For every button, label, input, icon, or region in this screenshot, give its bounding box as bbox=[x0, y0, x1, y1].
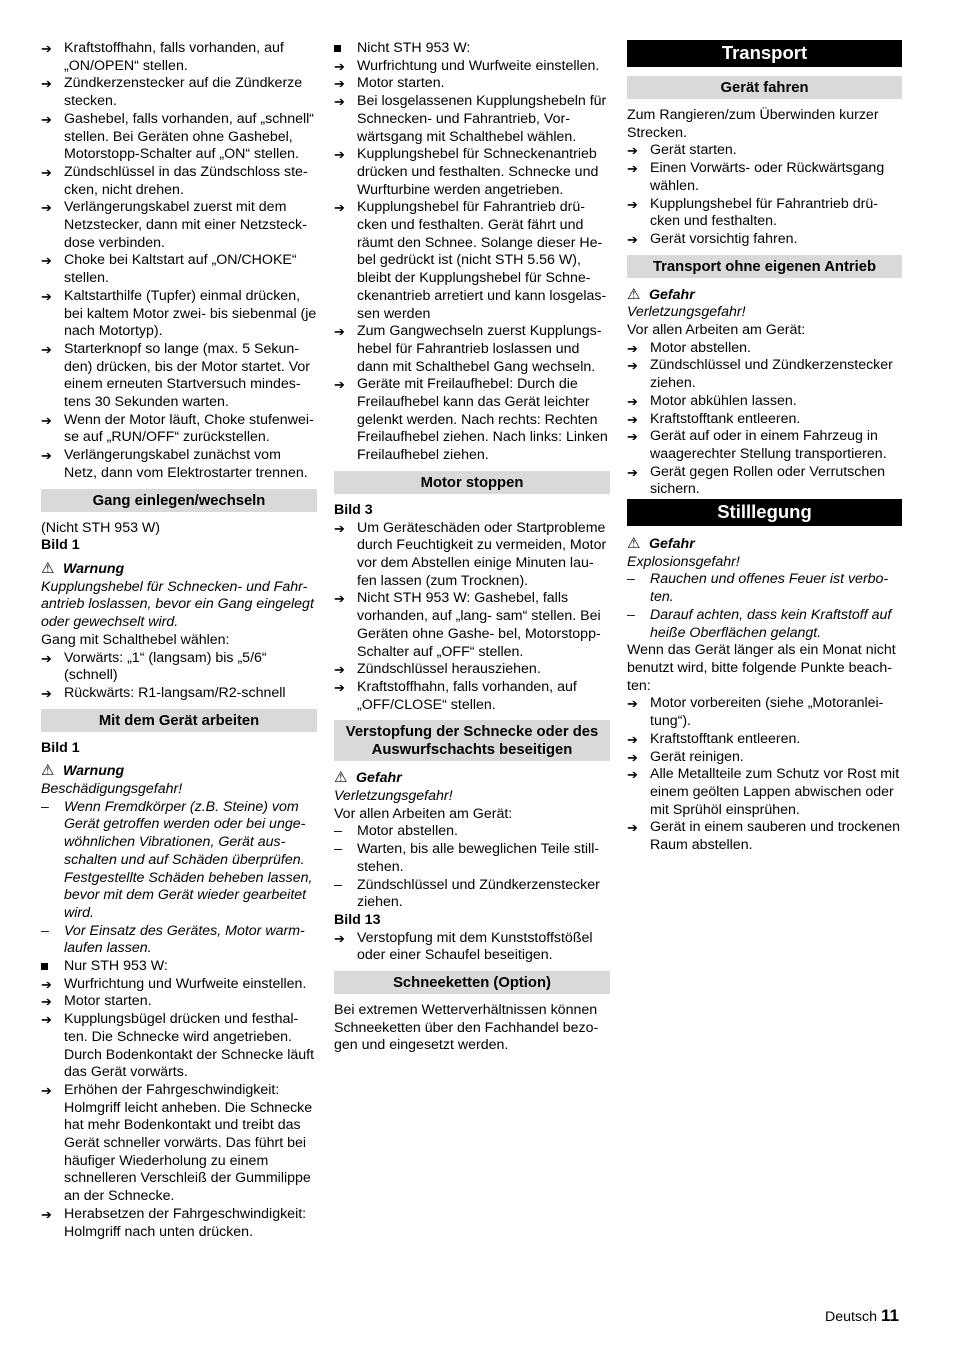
arrow-list-item bbox=[41, 1082, 317, 1206]
arrow-right-icon: ➔ bbox=[627, 820, 638, 836]
arrow-list-item bbox=[41, 288, 317, 341]
arrow-right-icon: ➔ bbox=[41, 650, 52, 666]
warning-label bbox=[41, 762, 317, 781]
text: Geräte mit Freilaufhebel: Durch die Freilaufhebel kann das Gerät leichter gelenkt werden. Nach rechts: Rechten Freilaufhebel ziehen. Nach links: Linken Freilaufhebel ziehen. bbox=[357, 376, 608, 464]
text: Motor abstellen. bbox=[357, 823, 458, 840]
arrow-list-item bbox=[41, 75, 317, 110]
arrow-list-item bbox=[627, 160, 902, 195]
text: Zündschlüssel und Zündkerzenstecker ziehen. bbox=[650, 357, 893, 392]
dash-bullet-icon: – bbox=[41, 798, 49, 815]
arrow-right-icon: ➔ bbox=[41, 994, 52, 1010]
text: Gerät in einem sauberen und trockenen Raum abstellen. bbox=[650, 819, 901, 854]
arrow-right-icon: ➔ bbox=[334, 200, 345, 216]
text: Rückwärts: R1-langsam/R2-schnell bbox=[64, 684, 286, 701]
arrow-right-icon: ➔ bbox=[41, 448, 52, 464]
dash-bullet-icon: – bbox=[41, 922, 49, 939]
subsection-heading bbox=[41, 489, 317, 512]
arrow-list-item bbox=[627, 464, 902, 499]
text: Kupplungshebel für Schneckenantrieb drücken und festhalten. Schnecke und Wurfturbine werden angetrieben. bbox=[357, 146, 599, 198]
arrow-list-item bbox=[41, 650, 317, 685]
text: Gefahr bbox=[356, 770, 402, 787]
arrow-list-item bbox=[334, 199, 610, 323]
text: Warten, bis alle beweglichen Teile still- stehen. bbox=[357, 841, 600, 875]
warning-label bbox=[41, 560, 317, 579]
arrow-list-item bbox=[41, 1011, 317, 1082]
text: Gerät vorsichtig fahren. bbox=[650, 230, 798, 247]
text: Motor stoppen bbox=[420, 474, 524, 491]
arrow-list-item bbox=[41, 252, 317, 287]
arrow-right-icon: ➔ bbox=[334, 930, 345, 946]
text: Vor allen Arbeiten am Gerät: bbox=[627, 322, 806, 339]
arrow-right-icon: ➔ bbox=[41, 253, 52, 269]
arrow-list-item bbox=[41, 976, 317, 994]
text: Transport ohne eigenen Antrieb bbox=[652, 258, 877, 275]
text: Motor starten. bbox=[357, 75, 445, 92]
text: Gerät fahren bbox=[720, 80, 809, 96]
column-left bbox=[41, 40, 317, 1241]
arrow-right-icon: ➔ bbox=[627, 161, 638, 177]
text: Nicht STH 953 W: Gashebel, falls vorhanden, auf „lang- sam“ stellen. Bei Geräten ohne Gashe- bel, Motorstopp-Schalter auf „OFF“ stellen. bbox=[357, 590, 601, 660]
arrow-right-icon: ➔ bbox=[334, 662, 345, 678]
dash-list-item bbox=[41, 923, 317, 958]
text: Erhöhen der Fahrgeschwindigkeit: Holmgriff leicht anheben. Die Schnecke hat mehr Bodenkontakt und treibt das Gerät schneller vorwärts. Das führt bei häufiger Wiederholung zu einem schnelleren Verschleiß der Gummilippe an der Schnecke. bbox=[64, 1081, 313, 1205]
text: Verletzungsgefahr! bbox=[334, 788, 453, 805]
text: Verstopfung mit dem Kunststoffstößel oder einer Schaufel beseitigen. bbox=[357, 929, 593, 964]
text: Herabsetzen der Fahrgeschwindigkeit: Holmgriff nach unten drücken. bbox=[64, 1205, 307, 1240]
square-list-item bbox=[41, 958, 317, 976]
text: Kraftstoffhahn, falls vorhanden, auf „OFF/CLOSE“ stellen. bbox=[357, 678, 577, 713]
arrow-list-item bbox=[41, 685, 317, 703]
arrow-list-item bbox=[627, 340, 902, 358]
warning-triangle-icon: ⚠ bbox=[41, 762, 55, 780]
arrow-list-item bbox=[334, 146, 610, 199]
arrow-list-item bbox=[41, 111, 317, 164]
arrow-list-item bbox=[627, 695, 902, 730]
text: Stilllegung bbox=[717, 501, 812, 523]
arrow-right-icon: ➔ bbox=[627, 464, 638, 480]
arrow-list-item bbox=[334, 679, 610, 714]
column-middle bbox=[334, 40, 610, 1055]
subsection-heading bbox=[334, 971, 610, 994]
arrow-right-icon: ➔ bbox=[334, 591, 345, 607]
arrow-list-item bbox=[41, 993, 317, 1011]
text: Rauchen und offenes Feuer ist verbo- ten. bbox=[650, 571, 889, 606]
arrow-list-item bbox=[334, 58, 610, 76]
paragraph bbox=[41, 520, 317, 538]
arrow-right-icon: ➔ bbox=[41, 111, 52, 127]
arrow-right-icon: ➔ bbox=[627, 143, 638, 159]
text: Kraftstofftank entleeren. bbox=[650, 410, 801, 427]
text: Starterknopf so lange (max. 5 Sekun- den) drücken, bis der Motor startet. Vor einem erneuten Startversuch mindes- tens 30 Sekunden warten. bbox=[64, 340, 311, 411]
text: Kraftstoffhahn, falls vorhanden, auf „ON/OPEN“ stellen. bbox=[64, 40, 284, 74]
text: Wenn das Gerät länger als ein Monat nicht benutzt wird, bitte folgende Punkte beach- ten: bbox=[627, 642, 896, 694]
arrow-list-item bbox=[627, 393, 902, 411]
arrow-list-item bbox=[627, 819, 902, 854]
text: Darauf achten, dass kein Kraftstoff auf heiße Oberflächen gelangt. bbox=[650, 606, 892, 641]
arrow-right-icon: ➔ bbox=[627, 196, 638, 212]
text: Schneeketten (Option) bbox=[393, 975, 551, 992]
square-bullet-icon bbox=[41, 958, 59, 976]
arrow-right-icon: ➔ bbox=[627, 429, 638, 445]
text: Motor abstellen. bbox=[650, 339, 751, 356]
text: Choke bei Kaltstart auf „ON/CHOKE“ stellen. bbox=[64, 252, 297, 287]
section-heading bbox=[627, 499, 902, 526]
text: Kupplungshebel für Schnecken- und Fahr- antrieb loslassen, bevor ein Gang eingelegt oder gewechselt wird. bbox=[41, 578, 314, 631]
arrow-list-item bbox=[627, 731, 902, 749]
arrow-right-icon: ➔ bbox=[334, 76, 345, 92]
footer-language: Deutsch bbox=[824, 1309, 878, 1325]
dash-list-item bbox=[627, 571, 902, 606]
arrow-right-icon: ➔ bbox=[41, 685, 52, 701]
warning-label bbox=[627, 535, 902, 554]
dash-list-item bbox=[627, 607, 902, 642]
arrow-right-icon: ➔ bbox=[627, 767, 638, 783]
text: Vor Einsatz des Gerätes, Motor warm- laufen lassen. bbox=[64, 922, 305, 957]
arrow-list-item bbox=[627, 357, 902, 392]
arrow-list-item bbox=[41, 199, 317, 252]
text: Bild 3 bbox=[334, 501, 373, 518]
italic-paragraph bbox=[41, 579, 317, 632]
arrow-list-item bbox=[41, 447, 317, 482]
subsection-heading bbox=[334, 471, 610, 494]
text: Vor allen Arbeiten am Gerät: bbox=[334, 805, 513, 822]
text: Gefahr bbox=[649, 536, 695, 553]
warning-triangle-icon: ⚠ bbox=[334, 769, 348, 787]
arrow-right-icon: ➔ bbox=[41, 1206, 52, 1222]
arrow-list-item bbox=[627, 749, 902, 767]
text: (Nicht STH 953 W) bbox=[41, 519, 161, 536]
text: Zündschlüssel herausziehen. bbox=[357, 661, 541, 678]
arrow-right-icon: ➔ bbox=[627, 731, 638, 747]
dash-list-item bbox=[334, 823, 610, 841]
subsection-heading bbox=[41, 709, 317, 732]
section-heading bbox=[627, 40, 902, 67]
page-footer bbox=[825, 1307, 899, 1327]
arrow-list-item bbox=[334, 590, 610, 661]
text: Kraftstofftank entleeren. bbox=[650, 730, 801, 747]
text: Warnung bbox=[63, 560, 125, 577]
text: Transport bbox=[721, 42, 808, 63]
text: Gerät starten. bbox=[650, 142, 737, 159]
arrow-list-item bbox=[627, 411, 902, 429]
arrow-list-item bbox=[627, 196, 902, 231]
text: Zündschlüssel in das Zündschloss ste- cken, nicht drehen. bbox=[64, 163, 308, 198]
text: Gerät auf oder in einem Fahrzeug in waagerechter Stellung transportieren. bbox=[650, 428, 887, 462]
text: Motor starten. bbox=[64, 993, 152, 1010]
text: Motor vorbereiten (siehe „Motoranlei- tung“). bbox=[650, 695, 884, 730]
dash-list-item bbox=[41, 799, 317, 923]
square-bullet-icon bbox=[334, 40, 352, 58]
warning-triangle-icon: ⚠ bbox=[41, 559, 55, 577]
text: Wurfrichtung und Wurfweite einstellen. bbox=[64, 975, 307, 992]
text: Kupplungsbügel drücken und festhal- ten. Die Schnecke wird angetrieben. Durch Bodenkontakt der Schnecke läuft das Gerät vorwärts. bbox=[64, 1011, 315, 1081]
text: Mit dem Gerät arbeiten bbox=[98, 712, 260, 729]
arrow-right-icon: ➔ bbox=[627, 393, 638, 409]
paragraph bbox=[41, 632, 317, 650]
arrow-list-item bbox=[41, 412, 317, 447]
column-right bbox=[627, 40, 902, 855]
arrow-list-item bbox=[334, 75, 610, 93]
text: Zündkerzenstecker auf die Zündkerze stecken. bbox=[64, 75, 303, 110]
dash-list-item bbox=[334, 841, 610, 876]
subsection-heading bbox=[627, 255, 902, 278]
arrow-right-icon: ➔ bbox=[41, 41, 52, 56]
arrow-list-item bbox=[41, 40, 317, 75]
text: Bei losgelassenen Kupplungshebeln für Schnecken- und Fahrantrieb, Vor- wärtsgang mit Schalthebel wählen. bbox=[357, 93, 607, 145]
text: Kupplungshebel für Fahrantrieb drü- cken und festhalten. bbox=[650, 195, 878, 230]
text: Vorwärts: „1“ (langsam) bis „5/6“ (schnell) bbox=[64, 649, 267, 684]
page-number: 11 bbox=[881, 1306, 899, 1325]
text: Warnung bbox=[63, 763, 125, 780]
text: Wenn Fremdkörper (z.B. Steine) vom Gerät getroffen werden oder bei unge- wöhnlichen Vibrationen, Gerät aus- schalten und auf Schäden überprüfen. Festgestellte Schäden beheben lassen, bevor mit dem Gerät wieder gearbeitet wird. bbox=[64, 798, 313, 921]
arrow-list-item bbox=[41, 164, 317, 199]
subsection-heading bbox=[627, 76, 902, 99]
arrow-right-icon: ➔ bbox=[334, 377, 345, 393]
dash-list-item bbox=[334, 877, 610, 912]
square-list-item bbox=[334, 40, 610, 58]
subsection-heading bbox=[334, 720, 610, 761]
arrow-right-icon: ➔ bbox=[41, 200, 52, 216]
text: Zum Rangieren/zum Überwinden kurzer Strecken. bbox=[627, 107, 879, 141]
text: Kaltstarthilfe (Tupfer) einmal drücken, bei kaltem Motor zwei- bis siebenmal (je nach Motortyp). bbox=[64, 287, 317, 340]
arrow-right-icon: ➔ bbox=[41, 412, 52, 428]
text: Bild 13 bbox=[334, 911, 381, 928]
text: Zündschlüssel und Zündkerzenstecker ziehen. bbox=[357, 876, 600, 911]
arrow-right-icon: ➔ bbox=[627, 411, 638, 427]
figure-reference bbox=[334, 912, 610, 930]
arrow-right-icon: ➔ bbox=[334, 324, 345, 340]
arrow-list-item bbox=[334, 930, 610, 965]
text: Wurfrichtung und Wurfweite einstellen. bbox=[357, 57, 600, 74]
warning-triangle-icon: ⚠ bbox=[627, 285, 641, 303]
arrow-right-icon: ➔ bbox=[334, 679, 345, 695]
dash-bullet-icon: – bbox=[334, 841, 342, 858]
dash-bullet-icon: – bbox=[334, 876, 342, 893]
paragraph bbox=[627, 322, 902, 340]
text: Kupplungshebel für Fahrantrieb drü- cken und festhalten. Gerät fährt und räumt den Schnee. Solange dieser He- bel gedrückt ist (nicht STH 5.56 W), bleibt der Kupplungshebel für Schne- ckenantrieb arretiert und kann losgelas- sen werden bbox=[357, 199, 607, 322]
arrow-right-icon: ➔ bbox=[41, 976, 52, 992]
text: Gerät reinigen. bbox=[650, 748, 744, 765]
italic-paragraph bbox=[41, 781, 317, 799]
arrow-right-icon: ➔ bbox=[627, 340, 638, 356]
arrow-right-icon: ➔ bbox=[334, 520, 345, 536]
text: Motor abkühlen lassen. bbox=[650, 392, 797, 409]
arrow-right-icon: ➔ bbox=[41, 288, 52, 304]
arrow-right-icon: ➔ bbox=[627, 749, 638, 765]
italic-paragraph bbox=[627, 554, 902, 572]
arrow-right-icon: ➔ bbox=[627, 696, 638, 712]
arrow-right-icon: ➔ bbox=[41, 76, 52, 92]
text: Gang mit Schalthebel wählen: bbox=[41, 631, 230, 648]
figure-reference bbox=[41, 740, 317, 758]
arrow-right-icon: ➔ bbox=[41, 1082, 52, 1098]
arrow-right-icon: ➔ bbox=[41, 1012, 52, 1028]
paragraph bbox=[627, 642, 902, 695]
figure-reference bbox=[41, 537, 317, 555]
figure-reference bbox=[334, 502, 610, 520]
text: Explosionsgefahr! bbox=[627, 553, 740, 570]
text: Wenn der Motor läuft, Choke stufenwei- se auf „RUN/OFF“ zurückstellen. bbox=[64, 411, 314, 446]
text: Nur STH 953 W: bbox=[64, 958, 168, 975]
text: Bei extremen Wetterverhältnissen können Schneeketten über den Fachhandel bezo- gen und eingesetzt werden. bbox=[334, 1002, 599, 1054]
paragraph bbox=[627, 107, 902, 142]
italic-paragraph bbox=[627, 304, 902, 322]
text: Verletzungsgefahr! bbox=[627, 304, 746, 321]
arrow-right-icon: ➔ bbox=[334, 58, 345, 74]
warning-label bbox=[334, 769, 610, 788]
arrow-right-icon: ➔ bbox=[41, 164, 52, 180]
text: Alle Metallteile zum Schutz vor Rost mit einem geölten Lappen abwischen oder mit Sprühöl einsprühen. bbox=[650, 766, 900, 818]
text: Gashebel, falls vorhanden, auf „schnell“ stellen. Bei Geräten ohne Gashebel, Motorstopp-Schalter auf „ON“ stellen. bbox=[64, 110, 314, 163]
arrow-right-icon: ➔ bbox=[41, 341, 52, 357]
arrow-list-item bbox=[334, 323, 610, 376]
dash-bullet-icon: – bbox=[627, 571, 635, 588]
text: Verlängerungskabel zuerst mit dem Netzstecker, dann mit einer Netzsteck- dose verbinden. bbox=[64, 199, 307, 251]
warning-label bbox=[627, 286, 902, 305]
text: Einen Vorwärts- oder Rückwärtsgang wählen. bbox=[650, 160, 885, 194]
dash-bullet-icon: – bbox=[334, 823, 342, 840]
arrow-list-item bbox=[627, 428, 902, 463]
arrow-list-item bbox=[334, 376, 610, 465]
dash-bullet-icon: – bbox=[627, 606, 635, 623]
text: Gang einlegen/wechseln bbox=[92, 492, 266, 509]
arrow-list-item bbox=[334, 93, 610, 146]
text: Bild 1 bbox=[41, 739, 80, 756]
italic-paragraph bbox=[334, 788, 610, 806]
text: Um Geräteschäden oder Startprobleme durch Feuchtigkeit zu vermeiden, Motor vor dem Abstellen einige Minuten lau- fen lassen (zum Trocknen). bbox=[357, 519, 607, 589]
text: Verlängerungskabel zunächst vom Netz, dann vom Elektrostarter trennen. bbox=[64, 447, 308, 481]
arrow-right-icon: ➔ bbox=[627, 358, 638, 374]
text: Nicht STH 953 W: bbox=[357, 40, 471, 56]
arrow-list-item bbox=[41, 1206, 317, 1241]
arrow-list-item bbox=[334, 520, 610, 591]
text: Gefahr bbox=[649, 286, 695, 303]
text: Zum Gangwechseln zuerst Kupplungs- hebel für Fahrantrieb loslassen und dann mit Schalthebel Gang wechseln. bbox=[357, 323, 602, 375]
text: Gerät gegen Rollen oder Verrutschen sichern. bbox=[650, 463, 886, 498]
text: Beschädigungsgefahr! bbox=[41, 781, 183, 798]
text: Verstopfung der Schnecke oder des Auswurfschachts beseitigen bbox=[345, 724, 599, 759]
arrow-list-item bbox=[334, 661, 610, 679]
arrow-list-item bbox=[627, 766, 902, 819]
warning-triangle-icon: ⚠ bbox=[627, 535, 641, 553]
arrow-right-icon: ➔ bbox=[334, 147, 345, 163]
paragraph bbox=[334, 806, 610, 824]
paragraph bbox=[334, 1002, 610, 1055]
arrow-list-item bbox=[627, 142, 902, 160]
arrow-list-item bbox=[627, 231, 902, 249]
arrow-list-item bbox=[41, 341, 317, 412]
arrow-right-icon: ➔ bbox=[627, 231, 638, 247]
text: Bild 1 bbox=[41, 537, 80, 554]
arrow-right-icon: ➔ bbox=[334, 94, 345, 110]
